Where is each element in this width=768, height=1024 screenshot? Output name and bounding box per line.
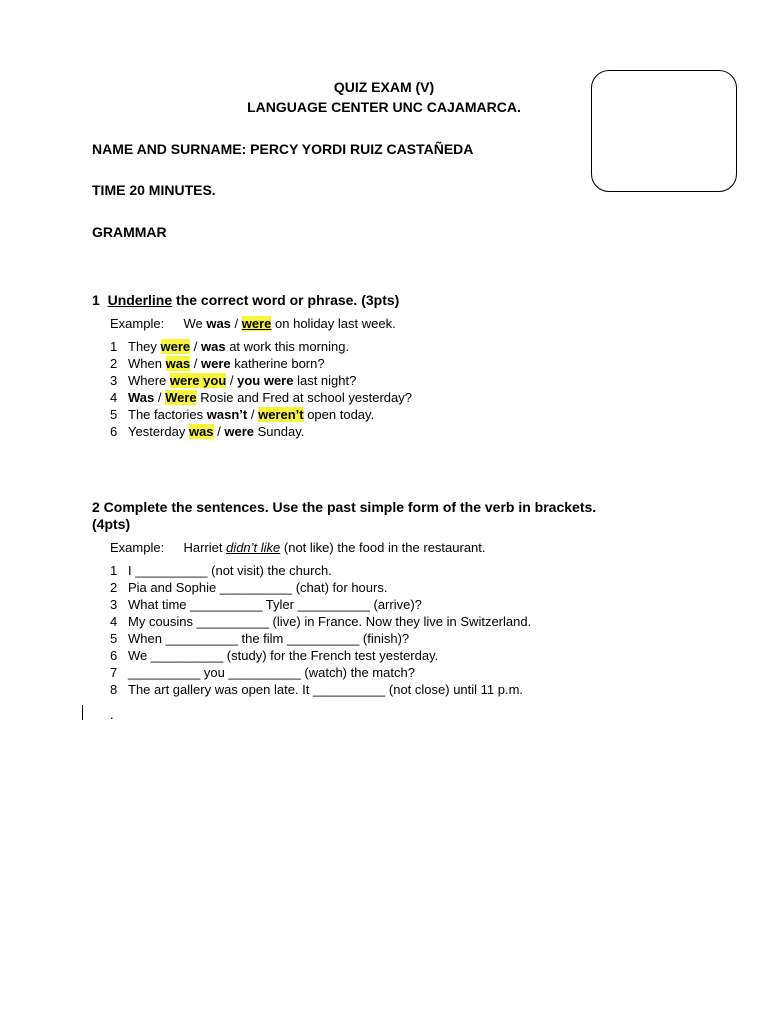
q1-example-pre: We: [183, 316, 207, 331]
institution-name: LANGUAGE CENTER UNC CAJAMARCA.: [247, 99, 521, 115]
quiz-title: QUIZ EXAM (V): [333, 79, 435, 95]
q2-points: (4pts): [92, 516, 131, 532]
q2-list: [110, 562, 710, 698]
q1-item: 3 Where were you / you were last night?: [110, 373, 357, 388]
q1-item: 2 When was / were katherine born?: [110, 356, 325, 371]
q2-instruction: 2 Complete the sentences. Use the past simple form of the verb in brackets.: [92, 499, 597, 515]
q1-example-opt1: was: [206, 316, 231, 331]
q2-item: 1 I __________ (not visit) the church.: [110, 563, 332, 578]
photo-box: [591, 70, 737, 192]
q1-item-selected: was: [165, 356, 191, 371]
q1-example-post: on holiday last week.: [271, 316, 396, 331]
trailing-dot: .: [110, 707, 114, 722]
q2-item: 7 __________ you __________ (watch) the match?: [110, 665, 415, 680]
q2-example-label: Example:: [110, 540, 165, 555]
q2-example-pre: Harriet: [183, 540, 227, 555]
q1-example-label: Example:: [110, 316, 165, 331]
text-cursor: [82, 705, 83, 720]
q2-item: 6 We __________ (study) for the French test yesterday.: [110, 648, 439, 663]
q1-item: 6 Yesterday was / were Sunday.: [110, 424, 305, 439]
q1-example: Example: We was / were on holiday last week.: [110, 316, 396, 331]
q1-item-selected: Were: [165, 390, 197, 405]
q2-example-post: (not like) the food in the restaurant.: [280, 540, 486, 555]
q2-example: [110, 540, 486, 556]
q1-instruction-rest: the correct word or phrase. (3pts): [172, 292, 400, 308]
q1-example-answer: were: [241, 316, 272, 331]
q1-item: 5 The factories wasn’t / weren’t open today.: [110, 407, 375, 422]
student-name-line: NAME AND SURNAME: PERCY YORDI RUIZ CASTAÑEDA: [92, 141, 474, 157]
q1-instruction-underlined: Underline: [107, 292, 173, 308]
q1-instruction: [92, 292, 399, 308]
time-line: TIME 20 MINUTES.: [92, 182, 216, 198]
q2-item: 3 What time __________ Tyler __________ (arrive)?: [110, 597, 422, 612]
q1-item-selected: weren’t: [258, 407, 304, 422]
q1-list: [110, 338, 670, 440]
q2-example-answer: didn’t like: [226, 540, 281, 555]
q1-item-selected: was: [188, 424, 214, 439]
q1-item-selected: were: [160, 339, 191, 354]
q2-item: 5 When __________ the film __________ (finish)?: [110, 631, 410, 646]
q2-item: 2 Pia and Sophie __________ (chat) for hours.: [110, 580, 388, 595]
q1-item: 4 Was / Were Rosie and Fred at school yesterday?: [110, 390, 412, 405]
q1-item: 1 They were / was at work this morning.: [110, 339, 350, 354]
q2-item: 8 The art gallery was open late. It __________ (not close) until 11 p.m.: [110, 682, 524, 697]
q2-item: 4 My cousins __________ (live) in France. Now they live in Switzerland.: [110, 614, 532, 629]
q1-number: 1: [92, 292, 100, 308]
section-title: GRAMMAR: [92, 224, 167, 240]
q1-item-selected: were you: [169, 373, 227, 388]
